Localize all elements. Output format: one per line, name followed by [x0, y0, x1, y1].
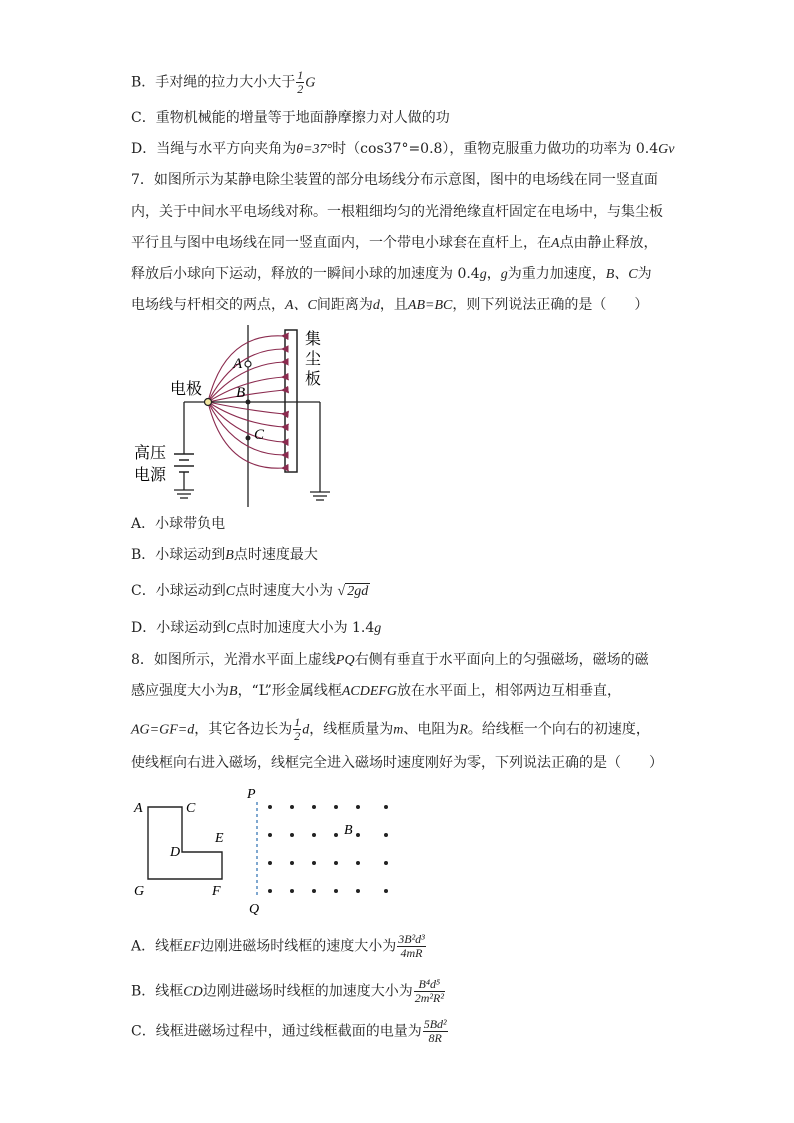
q7-option-c: C．小球运动到C点时速度大小为 √ 2gd [131, 583, 369, 599]
label-frame-c: C [186, 801, 196, 816]
label-frame-f: F [212, 884, 221, 899]
field-dot [356, 889, 360, 893]
label-high-voltage: 高压 [134, 443, 167, 462]
q8-option-a: A．线框EF边刚进磁场时线框的速度大小为 $\frac{\text{3B²d³}}{4mR}$ [131, 932, 425, 960]
field-dot [290, 833, 294, 837]
q8-option-c: C．线框进磁场过程中，通过线框截面的电量为 $\frac{\text{5Bd²}}{8R}$ [131, 1017, 447, 1045]
ground-symbol-left [174, 490, 194, 498]
l-shaped-frame [148, 807, 222, 879]
q7-option-d: D．小球运动到C点时加速度大小为 1.4g [131, 620, 382, 636]
field-dot [334, 861, 338, 865]
label-frame-a: A [134, 801, 143, 816]
q7-stem-line3: 平行且与图中电场线在同一竖直面内，一个带电小球套在直杆上，在A点由静止释放， [131, 235, 658, 251]
q8-magnetic-field-figure [130, 782, 400, 917]
magnetic-field-dots [268, 805, 388, 893]
label-b-field: B [344, 823, 353, 838]
field-dot [356, 805, 360, 809]
label-collector-1: 集 [305, 329, 322, 348]
point-b [246, 400, 251, 405]
q7-stem-line4: 释放后小球向下运动，释放的一瞬间小球的加速度为 0.4g，g为重力加速度，B、C为 [131, 266, 652, 282]
field-dot [268, 805, 272, 809]
field-dot [268, 861, 272, 865]
field-dot [334, 889, 338, 893]
q6-option-b: B．手对绳的拉力大小大于 $\frac{1}{2}$ G [131, 68, 316, 96]
q6-option-d: D．当绳与水平方向夹角为θ=37°时（cos37°=0.8），重物克服重力做功的功率为 0.4Gv [131, 141, 675, 157]
ground-symbol-right [310, 492, 330, 500]
label-p: P [247, 787, 256, 802]
field-dot [384, 805, 388, 809]
label-a: A [233, 356, 243, 372]
q8-stem-line2: 感应强度大小为B，“L”形金属线框ACDEFG放在水平面上，相邻两边互相垂直， [131, 683, 622, 699]
battery-symbol [174, 454, 194, 472]
q7-electric-field-figure [130, 322, 340, 512]
label-electrode: 电极 [170, 379, 203, 398]
field-dot [268, 889, 272, 893]
label-c: C [254, 427, 265, 443]
label-frame-d: D [170, 845, 181, 860]
q7-stem-line1: 7．如图所示为某静电除尘装置的部分电场线分布示意图，图中的电场线在同一竖直面 [131, 172, 658, 188]
q6-option-c: C．重物机械能的增量等于地面静摩擦力对人做的功 [131, 110, 450, 126]
point-a [245, 361, 251, 367]
label-q: Q [249, 902, 260, 917]
field-dot [290, 861, 294, 865]
q7-option-b: B．小球运动到B点时速度最大 [131, 547, 318, 563]
field-dot [334, 833, 338, 837]
collector-plate [285, 330, 297, 472]
field-dot [290, 805, 294, 809]
label-collector-3: 板 [305, 369, 322, 388]
q7-stem-line2: 内，关于中间水平电场线对称。一根粗细均匀的光滑绝缘直杆固定在电场中，与集尘板 [131, 204, 663, 220]
label-collector-2: 尘 [305, 349, 322, 368]
label-frame-g: G [134, 884, 145, 899]
q8-option-b: B．线框CD边刚进磁场时线框的加速度大小为 $\frac{\text{B⁴d⁵}}{\text{2m²R²}}$ [131, 977, 444, 1005]
field-dot [356, 833, 360, 837]
field-dot [312, 833, 316, 837]
q8-stem-line4: 使线框向右进入磁场，线框完全进入磁场时速度刚好为零，下列说法正确的是（ ） [131, 755, 663, 771]
field-dot [334, 805, 338, 809]
field-dot [384, 889, 388, 893]
field-dot [268, 833, 272, 837]
q8-stem-line1: 8．如图所示，光滑水平面上虚线PQ右侧有垂直于水平面向上的匀强磁场，磁场的磁 [131, 652, 649, 668]
label-frame-e: E [215, 831, 224, 846]
q7-option-a: A．小球带负电 [131, 516, 226, 532]
label-power-source: 电源 [134, 465, 167, 484]
point-c [246, 436, 251, 441]
field-dot [384, 861, 388, 865]
q8-stem-line3: AG=GF=d，其它各边长为 $\frac{1}{2}$ d，线框质量为m、电阻为R。给线框一个向右的初速度， [131, 715, 650, 743]
field-dot [312, 861, 316, 865]
field-dot [356, 861, 360, 865]
field-dot [290, 889, 294, 893]
q7-stem-line5: 电场线与杆相交的两点，A、C间距离为d，且AB=BC，则下列说法正确的是（ ） [131, 297, 649, 313]
field-dot [384, 833, 388, 837]
electrode-point [205, 399, 212, 406]
field-dot [312, 805, 316, 809]
label-b: B [236, 385, 246, 401]
field-dot [312, 889, 316, 893]
